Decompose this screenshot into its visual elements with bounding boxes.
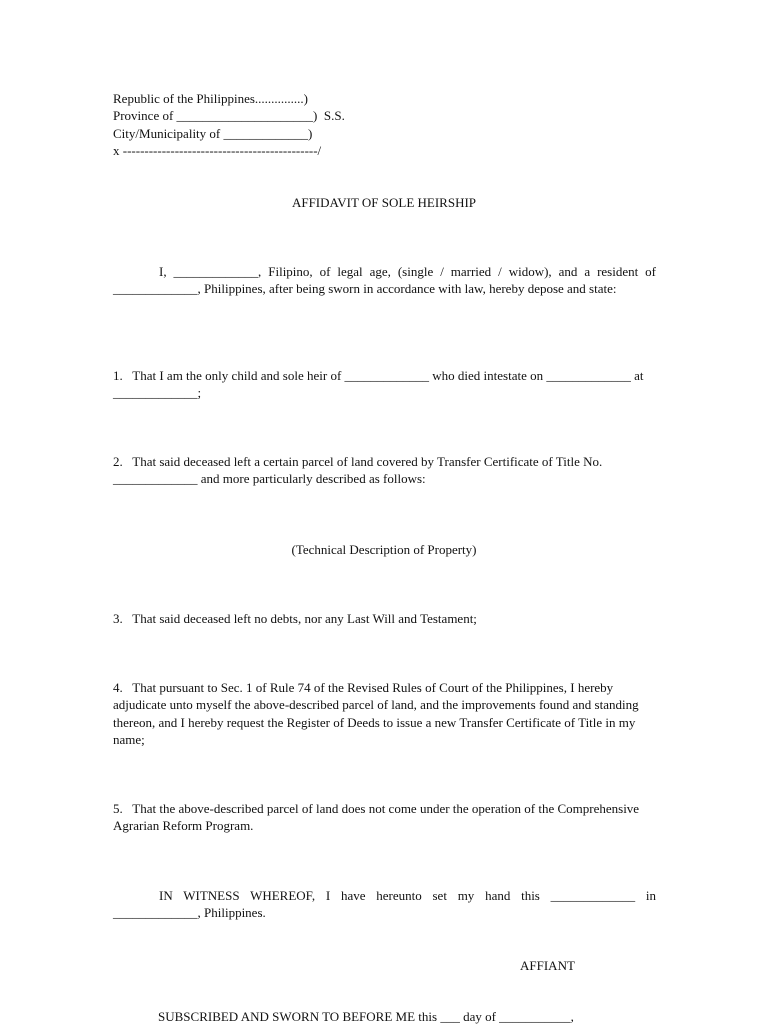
item-5 — [113, 800, 656, 835]
item-1 — [113, 367, 656, 402]
item-5-number: 5. — [113, 801, 123, 816]
technical-description-placeholder: (Technical Description of Property) — [291, 542, 477, 557]
item-3-number: 3. — [113, 611, 123, 626]
intro-paragraph: I, _____________, Filipino, of legal age, (single / married / widow), and a resident of _____________, Philippines, after being sworn in accordance with law, hereby depose and state: — [113, 264, 656, 297]
item-1-text: That I am the only child and sole heir of _____________ who died intestate on _____________ at _____________; — [113, 368, 644, 401]
item-2-number: 2. — [113, 454, 123, 469]
item-4 — [113, 679, 656, 748]
header-province-line: Province of _____________________) S.S. — [113, 108, 345, 123]
item-3 — [113, 610, 656, 627]
item-5-text: That the above-described parcel of land does not come under the operation of the Comprehensive Agrarian Reform Program. — [113, 801, 640, 834]
document-title: AFFIDAVIT OF SOLE HEIRSHIP — [291, 195, 477, 210]
affiant-label: AFFIANT — [520, 958, 575, 973]
header-separator-line: x ---------------------------------------------/ — [113, 143, 322, 158]
header-city-line: City/Municipality of _____________) — [113, 126, 313, 141]
witness-paragraph: IN WITNESS WHEREOF, I have hereunto set my hand this _____________ in _____________, Philippines. — [113, 888, 656, 921]
item-2-text: That said deceased left a certain parcel of land covered by Transfer Certificate of Title No. _____________ and more particularly described as follows: — [113, 454, 603, 487]
subscribed-sworn-line: SUBSCRIBED AND SWORN TO BEFORE ME this ___ day of ___________, — [158, 1009, 574, 1024]
item-4-text: That pursuant to Sec. 1 of Rule 74 of the Revised Rules of Court of the Philippines, I hereby adjudicate unto myself the above-described parcel of land, and the improvements found and standing thereon, and I hereby request the Register of Deeds to issue a new Transfer Certificate of Title in my name; — [113, 680, 639, 747]
item-4-number: 4. — [113, 680, 123, 695]
item-3-text: That said deceased left no debts, nor any Last Will and Testament; — [132, 611, 477, 626]
item-2 — [113, 453, 656, 488]
header-republic-line: Republic of the Philippines...............) — [113, 91, 308, 106]
item-1-number: 1. — [113, 368, 123, 383]
